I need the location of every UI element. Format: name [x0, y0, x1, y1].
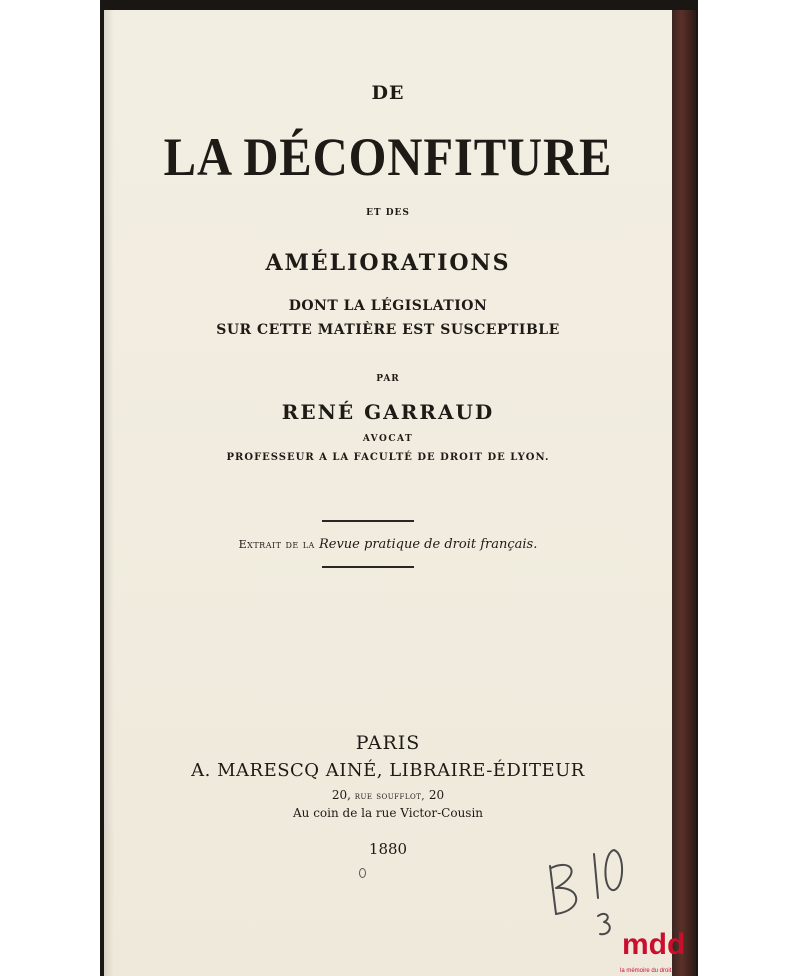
- publisher: A. MARESCQ AINÉ, LIBRAIRE-ÉDITEUR: [191, 760, 585, 781]
- svg-text:la mémoire du droit: la mémoire du droit: [620, 968, 672, 974]
- extract-prefix: Extrait de la: [238, 538, 315, 551]
- title-page: [104, 10, 672, 976]
- author-role: AVOCAT: [362, 434, 414, 444]
- address-street: rue soufflot,: [354, 791, 426, 802]
- divider-top: [322, 520, 414, 522]
- ink-mark: [359, 868, 366, 878]
- svg-text:mdd: mdd: [622, 928, 686, 961]
- author-affiliation: PROFESSEUR A LA FACULTÉ DE DROIT DE LYON.: [226, 452, 550, 463]
- publication-city: PARIS: [355, 732, 421, 754]
- divider-bottom: [322, 566, 414, 568]
- address-number-2: 20: [428, 788, 445, 802]
- book-spine-edge: [672, 10, 696, 976]
- extract-note: [104, 537, 672, 552]
- mdd-logo: [620, 922, 698, 976]
- publisher-address: [104, 788, 672, 802]
- page-gutter-shadow: [104, 10, 114, 976]
- title-connector: ET DES: [366, 208, 410, 218]
- publisher-corner: Au coin de la rue Victor-Cousin: [292, 806, 484, 820]
- address-number: 20,: [331, 788, 351, 802]
- handwritten-shelfmark: [542, 836, 632, 946]
- author-name: RENÉ GARRAUD: [281, 400, 495, 424]
- main-title: LA DÉCONFITURE: [163, 127, 613, 187]
- journal-name: Revue pratique de droit français.: [318, 537, 538, 552]
- subtitle-line-1: DONT LA LÉGISLATION: [288, 298, 488, 314]
- publication-year: 1880: [368, 840, 408, 858]
- title-prefix: DE: [371, 82, 405, 104]
- subtitle: AMÉLIORATIONS: [265, 250, 511, 276]
- subtitle-line-2: SUR CETTE MATIÈRE EST SUSCEPTIBLE: [216, 322, 560, 338]
- by-label: PAR: [376, 374, 400, 384]
